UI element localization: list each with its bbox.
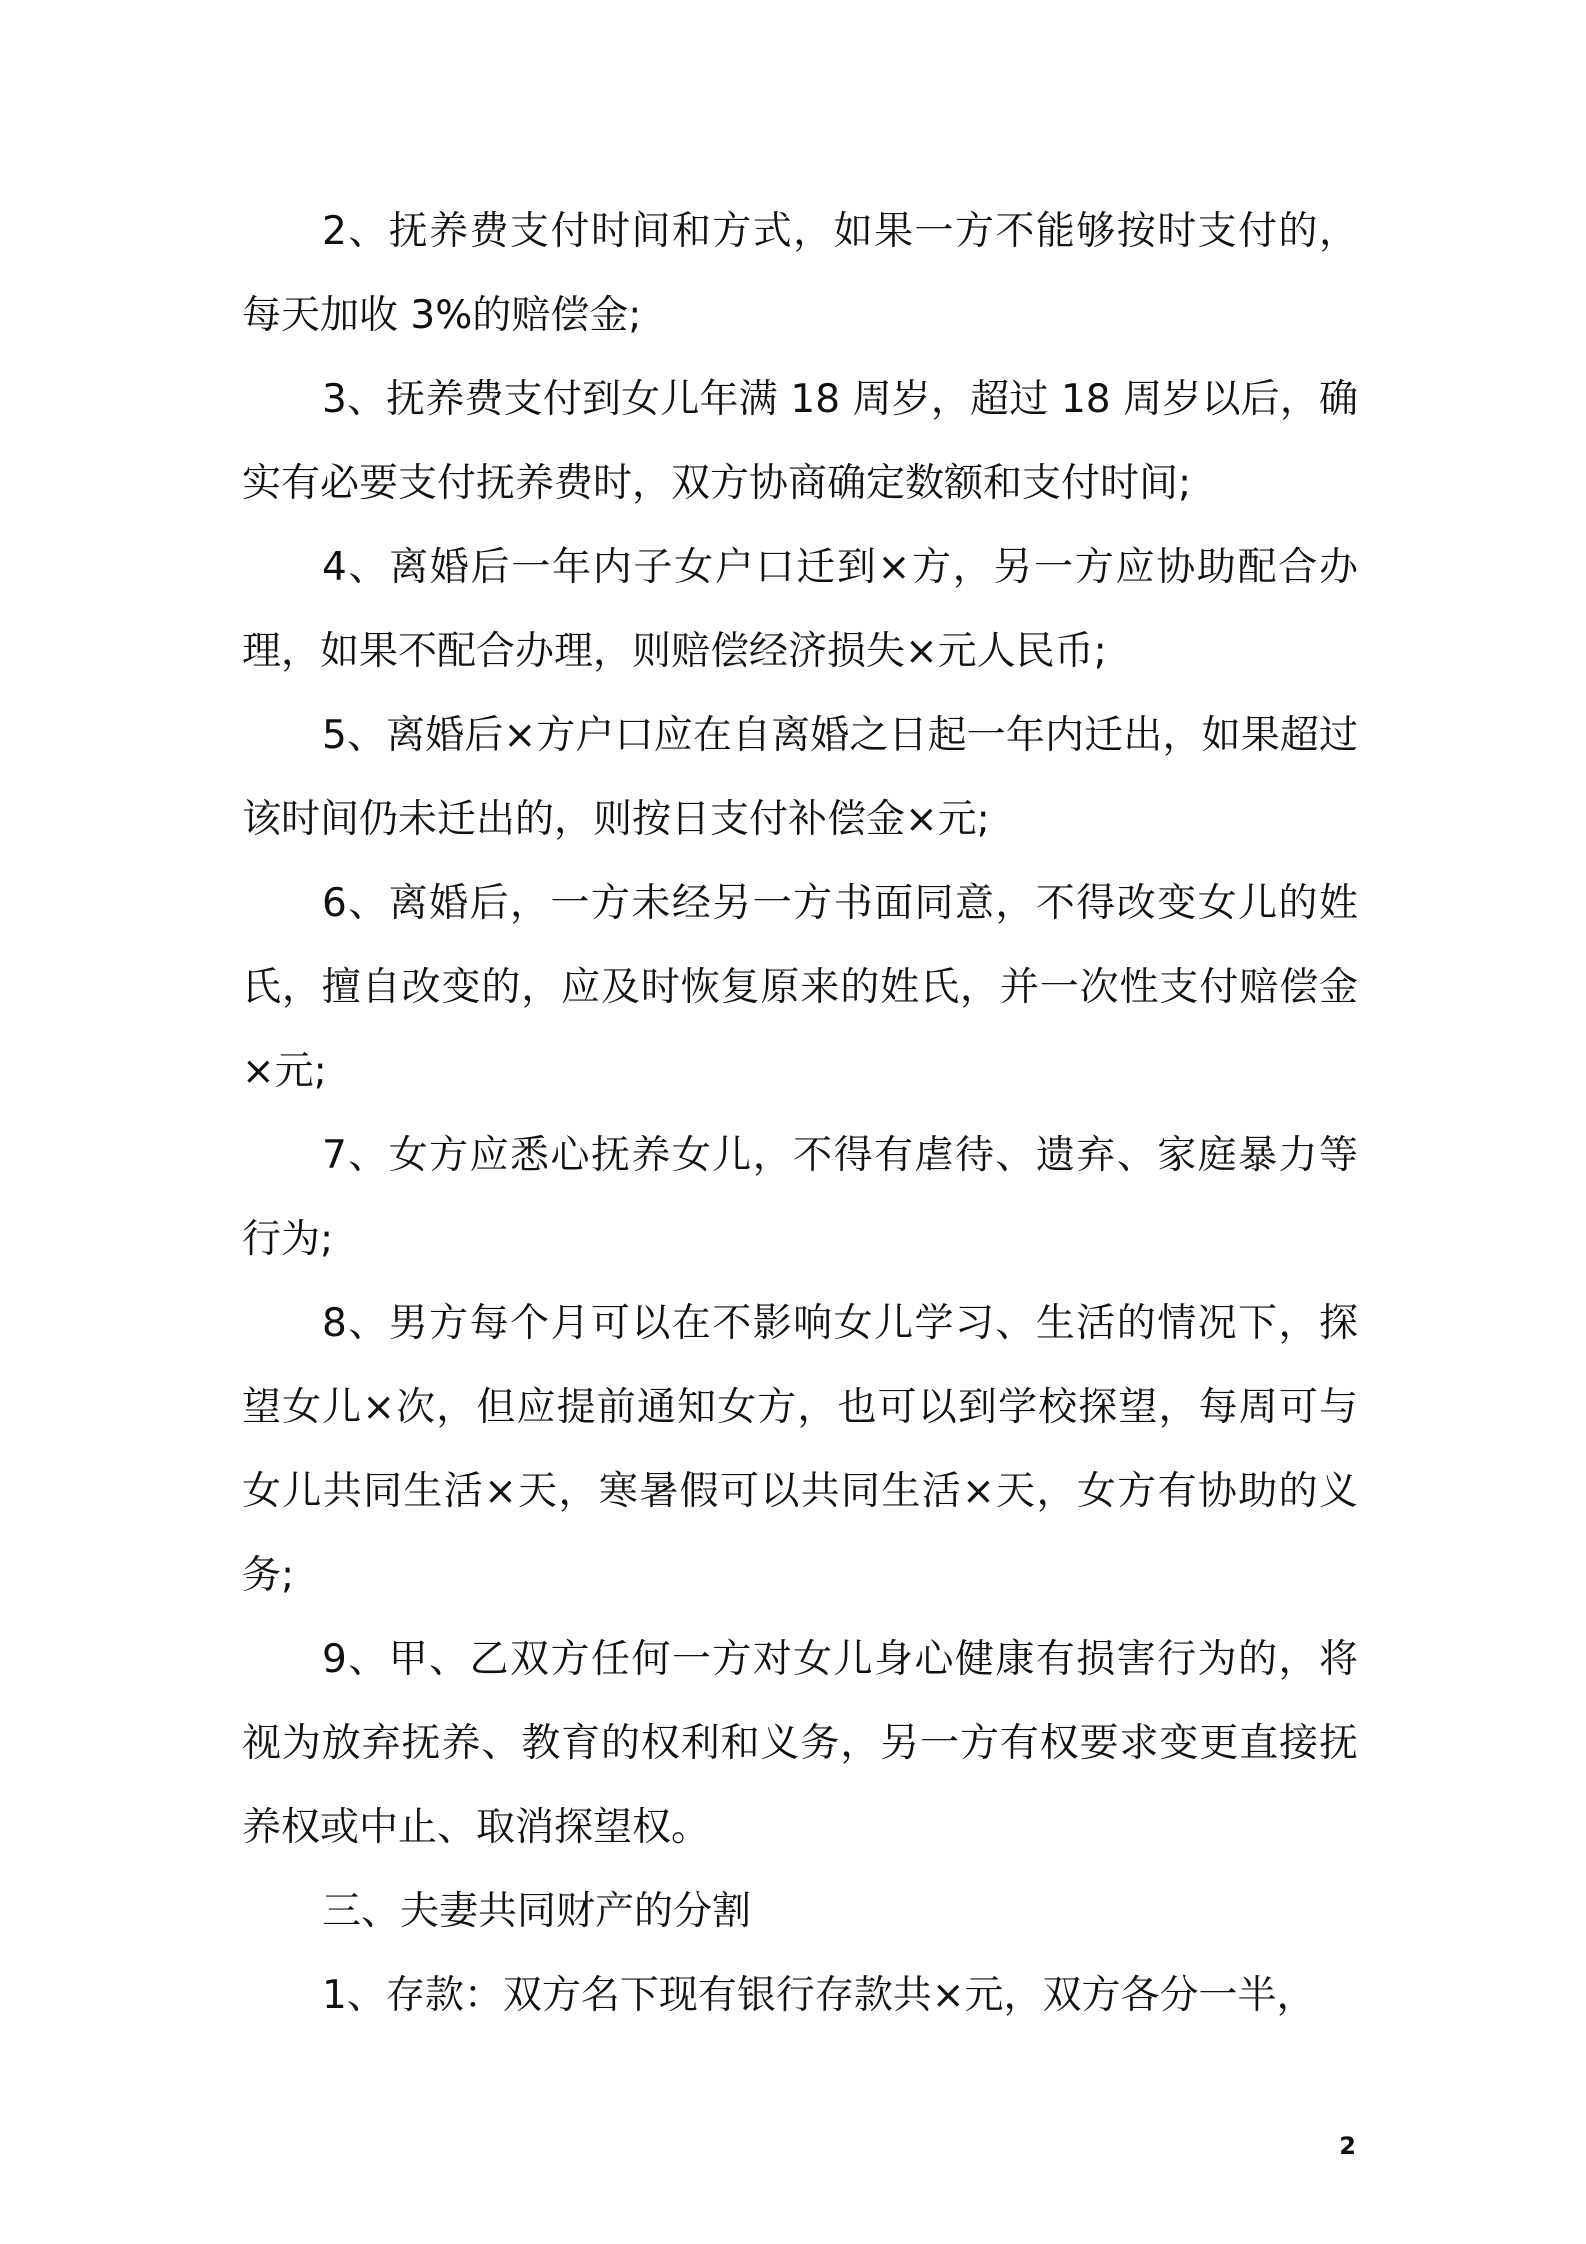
paragraph-9-harm: 9、甲、乙双方任何一方对女儿身心健康有损害行为的，将视为放弃抚养、教育的权利和义务，另一方有权要求变更直接抚养权或中止、取消探望权。 xyxy=(242,1637,1358,1850)
document-body xyxy=(242,190,1358,2038)
paragraph-3-payment-age: 3、抚养费支付到女儿年满 18 周岁，超过 18 周岁以后，确实有必要支付抚养费时，双方协商确定数额和支付时间; xyxy=(242,377,1358,506)
paragraph-6-surname: 6、离婚后，一方未经另一方书面同意，不得改变女儿的姓氏，擅自改变的，应及时恢复原来的姓氏，并一次性支付赔偿金×元; xyxy=(242,881,1358,1094)
paragraph-7-care: 7、女方应悉心抚养女儿，不得有虐待、遗弃、家庭暴力等行为; xyxy=(242,1133,1358,1262)
page-number: 2 xyxy=(1339,2132,1356,2160)
paragraph-1-deposits: 1、存款：双方名下现有银行存款共×元，双方各分一半， xyxy=(322,1973,1316,2018)
paragraph-2-payment-time: 2、抚养费支付时间和方式，如果一方不能够按时支付的，每天加收 3%的赔偿金; xyxy=(242,209,1358,338)
paragraph-5-registration-move-out: 5、离婚后×方户口应在自离婚之日起一年内迁出，如果超过该时间仍未迁出的，则按日支付补偿金×元; xyxy=(242,713,1358,842)
paragraph-8-visitation: 8、男方每个月可以在不影响女儿学习、生活的情况下，探望女儿×次，但应提前通知女方，也可以到学校探望，每周可与女儿共同生活×天，寒暑假可以共同生活×天，女方有协助的义务; xyxy=(242,1301,1358,1598)
paragraph-4-household-registration: 4、离婚后一年内子女户口迁到×方，另一方应协助配合办理，如果不配合办理，则赔偿经济损失×元人民币; xyxy=(242,545,1358,674)
section-heading-property-division: 三、夫妻共同财产的分割 xyxy=(322,1889,752,1934)
